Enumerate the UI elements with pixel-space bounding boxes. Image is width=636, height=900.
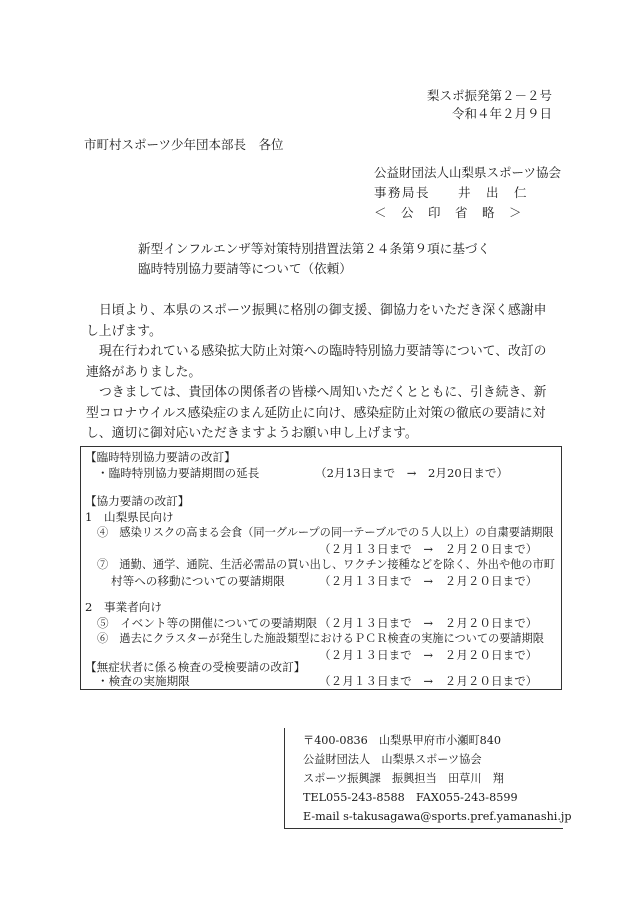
body-paragraph-2: 現在行われている感染拡大防止対策への臨時特別協力要請等について、改訂の連絡がありました。: [86, 344, 547, 380]
contact-tel-fax: TEL055-243-8588 FAX055-243-8599: [303, 791, 518, 804]
item-5-period: （２月１３日まで → ２月２０日まで）: [319, 616, 538, 630]
revision-summary-box: [80, 446, 562, 690]
section-heading-asymptomatic-testing: 【無症状者に係る検査の受検要請の改訂】: [85, 660, 306, 674]
document-number: 梨スポ振発第２－２号: [426, 88, 552, 103]
special-request-item: ・臨時特別協力要請期間の延長: [97, 466, 260, 480]
contact-address: 〒400-0836 山梨県甲府市小瀬町840: [303, 734, 502, 747]
body-paragraph-3: つきましては、貴団体の関係者の皆様へ周知いただくとともに、引き続き、新型コロナウイルス感染症のまん延防止に向け、感染症防止対策の徹底の要請に対し、適切に御対応いただきますようお願い申し上げます。: [86, 385, 547, 441]
recipient: 市町村スポーツ少年団本部長 各位: [84, 137, 284, 152]
item-4-dining: ④ 感染リスクの高まる会食（同一グループの同一テーブルでの５人以上）の自粛要請期限: [97, 526, 554, 539]
contact-organization: 公益財団法人 山梨県スポーツ協会: [303, 753, 482, 766]
contact-email: E-mail s-takusagawa@sports.pref.yamanashi.jp: [303, 810, 572, 823]
item-5-events: ⑤ イベント等の開催についての要請期限: [97, 616, 318, 630]
item-7-outing-line1: ⑦ 通勤、通学、通院、生活必需品の買い出し、ワクチン接種などを除く、外出や他の市町: [97, 558, 555, 571]
item-6-pcr-testing: ⑥ 過去にクラスターが発生した施設類型におけるＰＣＲ検査の実施についての要請期限: [97, 632, 544, 645]
subheading-businesses: 2 事業者向け: [85, 600, 162, 614]
item-7-outing-line2: 村等への移動についての要請期限: [111, 574, 285, 588]
sender-organization: 公益財団法人山梨県スポーツ協会: [374, 165, 562, 180]
testing-item: ・検査の実施期限: [97, 674, 190, 688]
contact-person: スポーツ振興課 振興担当 田草川 翔: [303, 772, 504, 785]
section-heading-cooperation-request: 【協力要請の改訂】: [85, 494, 190, 508]
item-6-period: （２月１３日まで → ２月２０日まで）: [319, 648, 538, 662]
document-title-line2: 臨時特別協力要請等について（依頼）: [138, 261, 352, 276]
body-paragraph-1: 日頃より、本県のスポーツ振興に格別の御支援、御協力をいただき深く感謝申し上げます。: [86, 303, 547, 339]
document-date: 令和４年２月９日: [451, 106, 552, 121]
seal-omitted-note: ＜ 公 印 省 略 ＞: [374, 205, 523, 220]
testing-period: （２月１３日まで → ２月２０日まで）: [319, 674, 538, 688]
document-title-line1: 新型インフルエンザ等対策特別措置法第２４条第９項に基づく: [138, 241, 491, 256]
sender-title-name: 事務局長 井 出 仁: [374, 185, 529, 200]
contact-info-block: [284, 728, 572, 829]
special-request-period: （2月13日まで → 2月20日まで）: [315, 466, 509, 480]
item-7-period: （２月１３日まで → ２月２０日まで）: [319, 574, 538, 588]
item-4-period: （２月１３日まで → ２月２０日まで）: [319, 542, 538, 556]
subheading-residents: 1 山梨県民向け: [85, 510, 174, 524]
section-heading-special-request: 【臨時特別協力要請の改訂】: [85, 450, 236, 464]
